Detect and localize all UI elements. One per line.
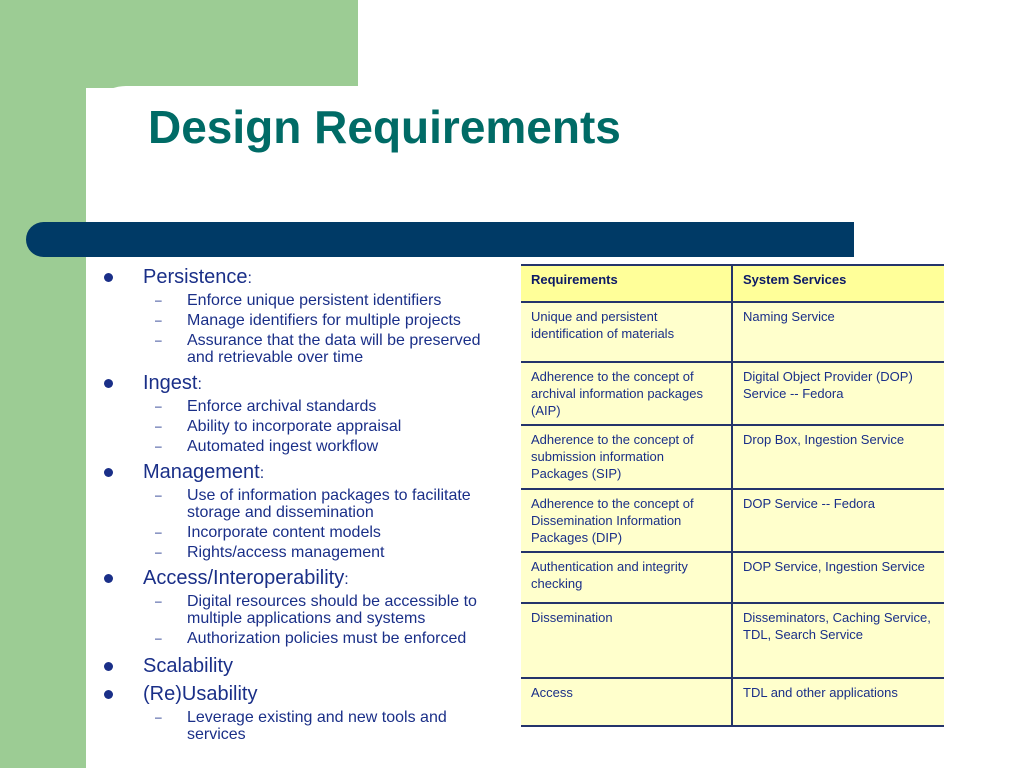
bullet-list [100, 264, 500, 746]
service-cell: Drop Box, Ingestion Service [732, 425, 944, 489]
table-header-row [521, 265, 944, 302]
service-cell: Digital Object Provider (DOP) Service -- Fedora [732, 362, 944, 425]
bullet-label: Scalability [143, 655, 234, 677]
sub-bullet-item [100, 487, 500, 521]
dash-icon: – [155, 313, 162, 327]
header-requirements: Requirements [521, 265, 732, 302]
bullet-item [100, 264, 500, 292]
sub-bullet-text: Rights/access management [187, 544, 385, 561]
sub-bullet-item [100, 312, 500, 329]
dash-icon: – [155, 293, 162, 307]
bullet-label: Access/Interoperability [143, 567, 345, 589]
service-cell: Naming Service [732, 302, 944, 362]
bullet-dot-icon [104, 468, 113, 477]
dash-icon: – [155, 545, 162, 559]
sub-bullet-item [100, 593, 500, 627]
bullet-label: Management [143, 461, 260, 483]
table-row [521, 552, 944, 603]
bullet-dot-icon [104, 662, 113, 671]
slide-title: Design Requirements [148, 101, 621, 153]
table-row [521, 678, 944, 726]
sub-bullet-text: Use of information packages to facilitate storage and dissemination [187, 487, 471, 521]
sub-bullet-text: Authorization policies must be enforced [187, 630, 467, 647]
service-cell: DOP Service, Ingestion Service [732, 552, 944, 603]
bullet-suffix: : [259, 465, 265, 482]
table-row [521, 425, 944, 489]
dash-icon: – [155, 525, 162, 539]
dash-icon: – [155, 419, 162, 433]
requirements-table [521, 264, 944, 727]
sub-bullet-item [100, 332, 500, 366]
sub-bullet-item [100, 544, 500, 561]
sub-bullet-item [100, 630, 500, 647]
sub-bullet-item [100, 398, 500, 415]
bullet-item [100, 370, 500, 398]
sub-bullet-text: Automated ingest workflow [187, 438, 379, 455]
sub-bullet-item [100, 438, 500, 455]
dash-icon: – [155, 333, 162, 347]
dash-icon: – [155, 488, 162, 502]
sub-bullet-item [100, 709, 500, 743]
sub-bullet-item [100, 524, 500, 541]
bullet-item [100, 459, 500, 487]
requirement-cell: Dissemination [521, 603, 732, 678]
bullet-label: Persistence [143, 266, 248, 288]
service-cell: DOP Service -- Fedora [732, 489, 944, 552]
table-row [521, 302, 944, 362]
sub-bullet-text: Leverage existing and new tools and services [187, 709, 447, 743]
title-divider-bar [26, 222, 854, 257]
header-system-services: System Services [732, 265, 944, 302]
sub-bullet-text: Incorporate content models [187, 524, 381, 541]
table-row [521, 489, 944, 552]
dash-icon: – [155, 399, 162, 413]
bullet-dot-icon [104, 379, 113, 388]
sub-bullet-text: Enforce unique persistent identifiers [187, 292, 442, 309]
bullet-label: Ingest [143, 372, 198, 394]
requirement-cell: Authentication and integrity checking [521, 552, 732, 603]
green-sidebar-band [0, 0, 86, 768]
requirement-cell: Adherence to the concept of Dissemination Information Packages (DIP) [521, 489, 732, 552]
requirement-cell: Adherence to the concept of submission information Packages (SIP) [521, 425, 732, 489]
service-cell: TDL and other applications [732, 678, 944, 726]
sub-bullet-item [100, 418, 500, 435]
requirement-cell: Access [521, 678, 732, 726]
bullet-item [100, 681, 500, 709]
bullet-suffix: : [344, 571, 349, 588]
requirement-cell: Unique and persistent identification of materials [521, 302, 732, 362]
sub-bullet-item [100, 292, 500, 309]
dash-icon: – [155, 710, 162, 724]
bullet-item [100, 653, 500, 681]
dash-icon: – [155, 439, 162, 453]
bullet-suffix: : [197, 376, 202, 393]
bullet-dot-icon [104, 690, 113, 699]
service-cell: Disseminators, Caching Service, TDL, Search Service [732, 603, 944, 678]
sub-bullet-text: Ability to incorporate appraisal [187, 418, 402, 435]
bullet-label: (Re)Usability [143, 683, 258, 705]
sub-bullet-text: Manage identifiers for multiple projects [187, 312, 461, 329]
bullet-item [100, 565, 500, 593]
dash-icon: – [155, 631, 162, 645]
green-top-band [0, 0, 358, 88]
table-row [521, 362, 944, 425]
bullet-dot-icon [104, 273, 113, 282]
dash-icon: – [155, 594, 162, 608]
sub-bullet-text: Assurance that the data will be preserved and retrievable over time [187, 332, 481, 366]
bullet-suffix: : [247, 270, 252, 287]
sub-bullet-text: Enforce archival standards [187, 398, 377, 415]
table-row [521, 603, 944, 678]
sub-bullet-text: Digital resources should be accessible to multiple applications and systems [187, 593, 477, 627]
bullet-dot-icon [104, 574, 113, 583]
requirement-cell: Adherence to the concept of archival information packages (AIP) [521, 362, 732, 425]
